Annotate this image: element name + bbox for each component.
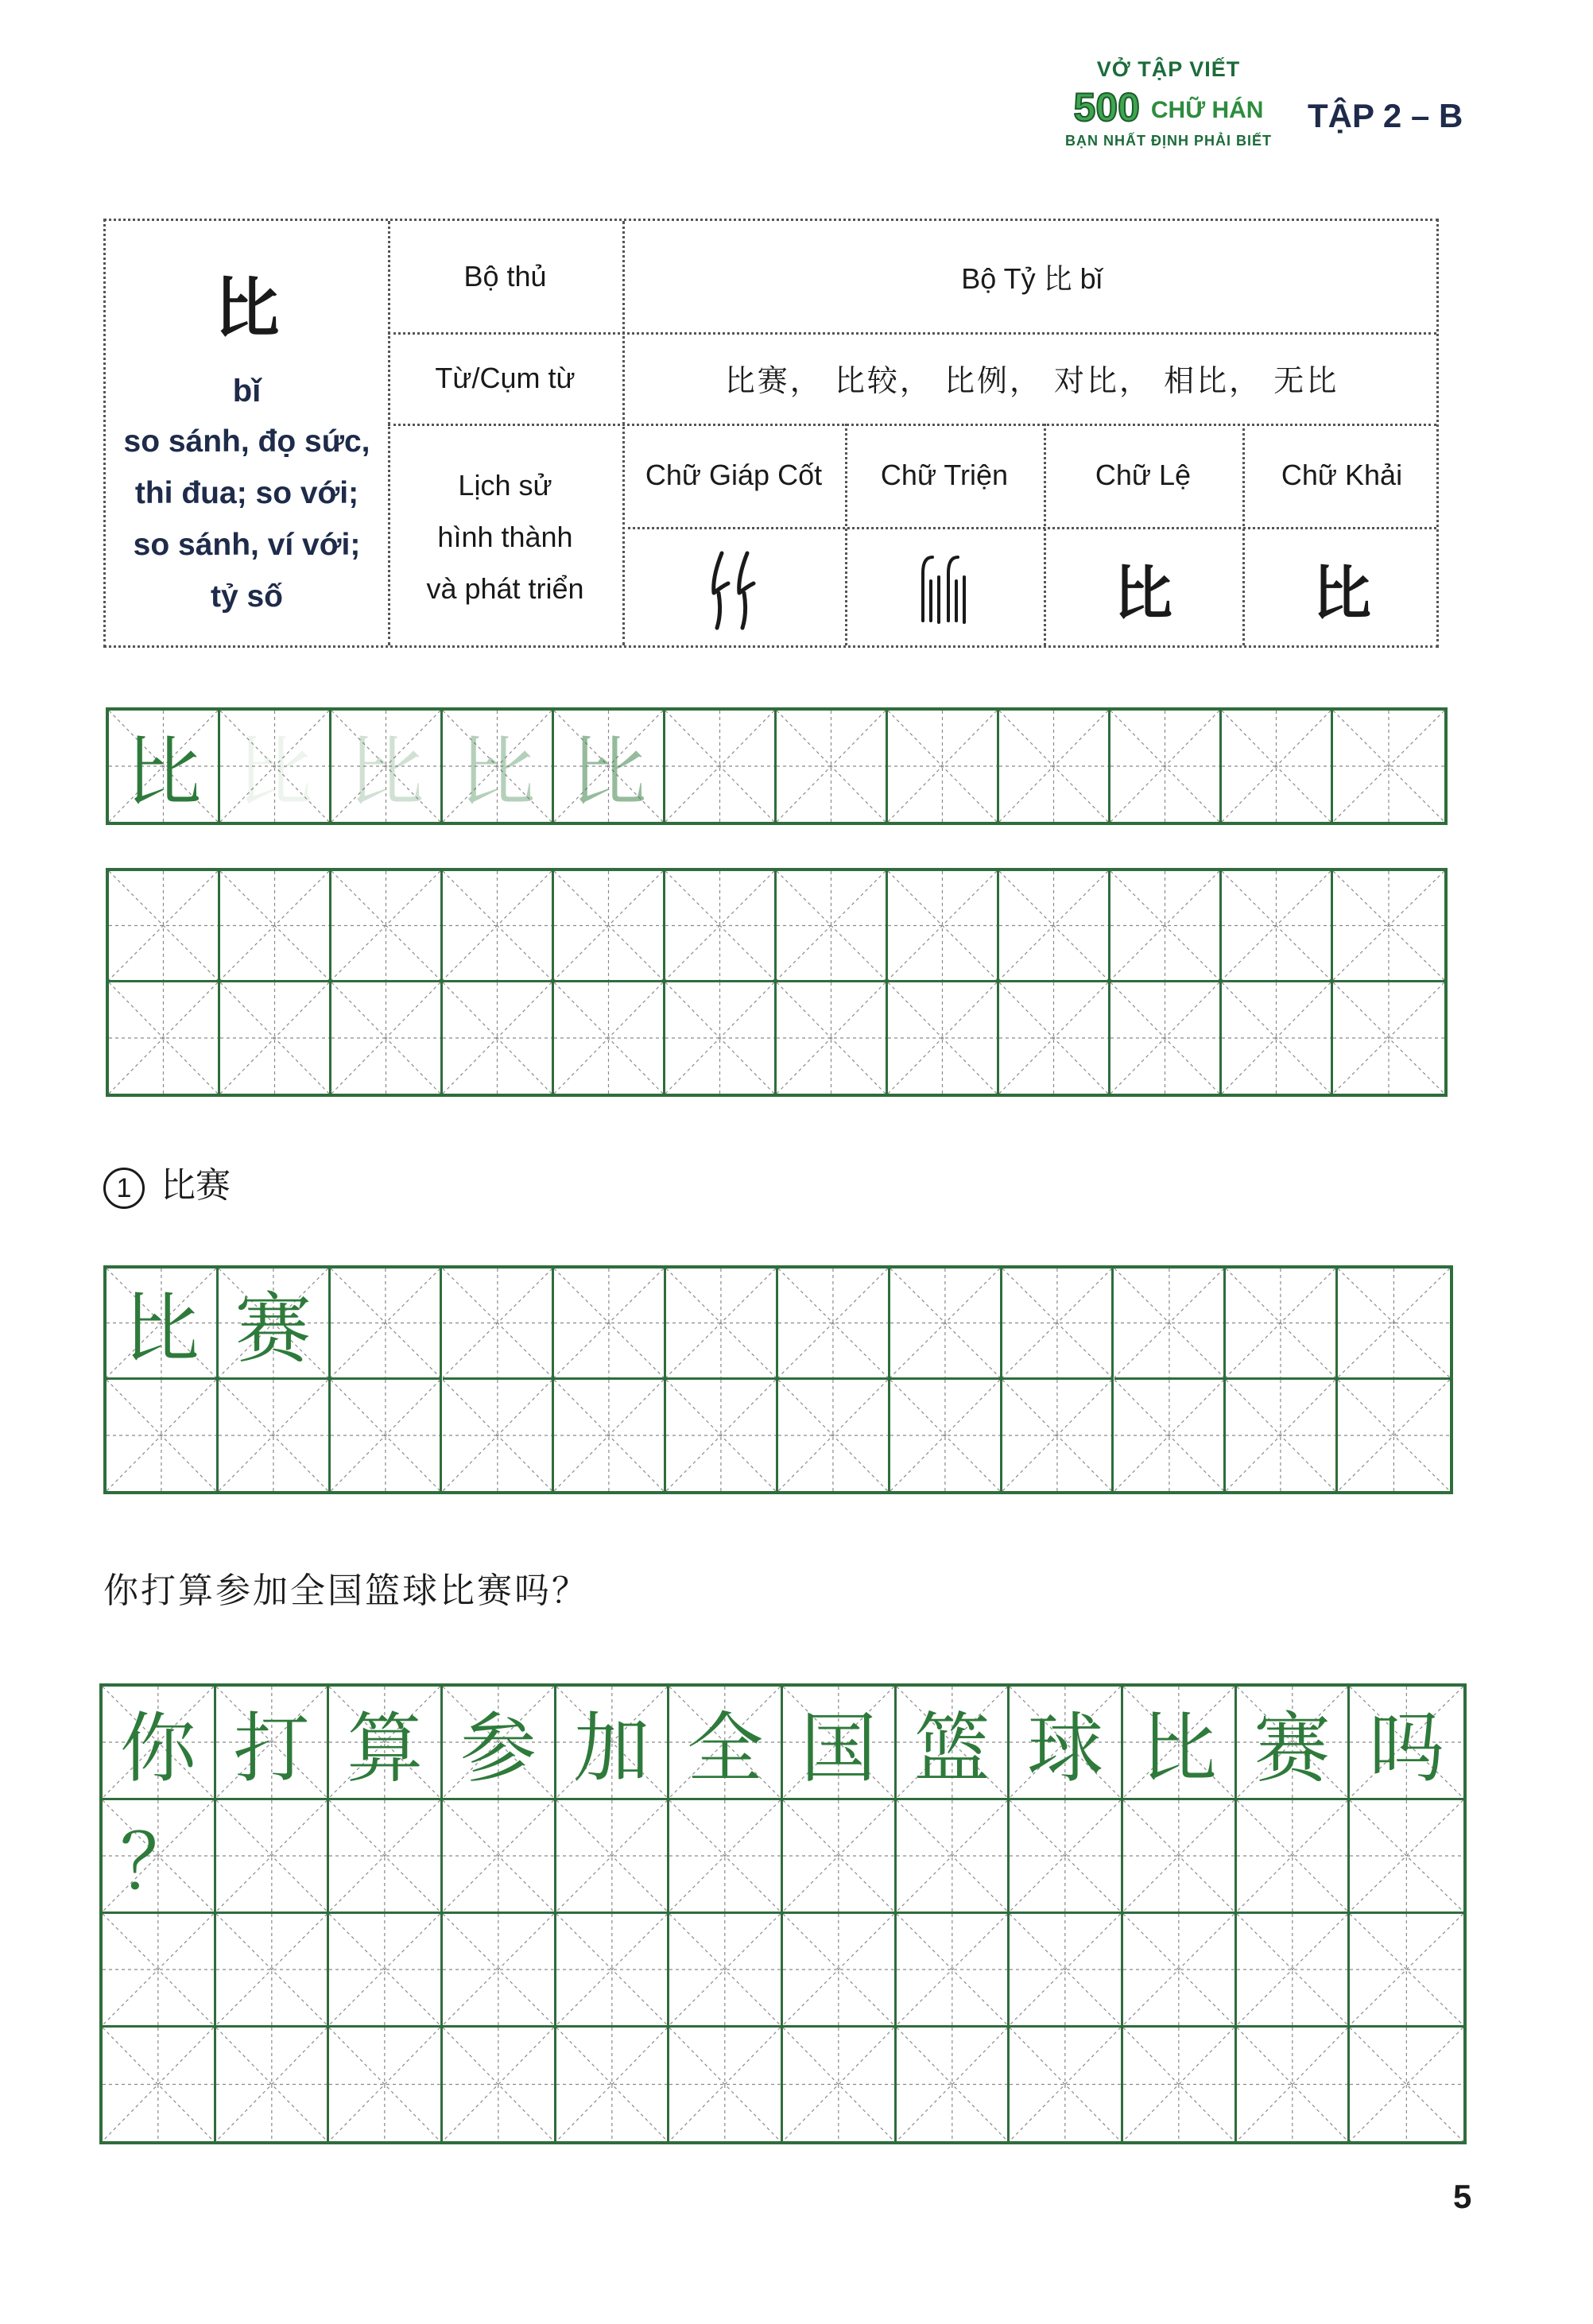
grid-character: 球 xyxy=(1027,1703,1104,1793)
grid-character: 比 xyxy=(570,727,647,817)
grid-cell[interactable] xyxy=(777,871,888,982)
guide-lines xyxy=(1222,982,1331,1094)
guide-lines xyxy=(1222,871,1331,980)
guide-lines xyxy=(669,2028,781,2141)
grid-cell[interactable] xyxy=(897,1914,1010,2028)
grid-cell[interactable] xyxy=(999,871,1110,982)
grid-cell[interactable] xyxy=(665,871,777,982)
grid-character: ？ xyxy=(119,1817,196,1907)
guide-lines xyxy=(1350,1914,1463,2025)
grid-cell[interactable] xyxy=(999,982,1110,1094)
logo-word: CHỮ HÁN xyxy=(1150,96,1264,123)
guide-lines xyxy=(219,1380,328,1491)
guide-lines xyxy=(443,2028,554,2141)
logo-number: 500 xyxy=(1073,85,1140,130)
grid-character: 赛 xyxy=(234,1284,312,1373)
grid-cell[interactable] xyxy=(443,1269,555,1380)
grid-cell[interactable] xyxy=(890,1269,1002,1380)
example-sentence: 你打算参加全国篮球比赛吗？ xyxy=(103,1571,589,1611)
entry-pinyin: bǐ xyxy=(232,374,262,409)
grid-cell[interactable] xyxy=(556,1687,670,1800)
guide-lines xyxy=(329,2028,440,2141)
section-title xyxy=(103,1156,231,1209)
guide-lines xyxy=(103,1914,214,2025)
guide-lines xyxy=(554,871,663,980)
guide-lines xyxy=(331,1380,440,1491)
guide-lines xyxy=(1010,2028,1121,2141)
grid-cell[interactable] xyxy=(443,1800,556,1914)
guide-lines xyxy=(1114,1380,1224,1491)
guide-lines xyxy=(443,1800,554,1911)
seal-script-glyph-icon xyxy=(917,549,972,629)
seal-glyph xyxy=(845,527,1044,650)
guide-lines xyxy=(1226,1380,1335,1491)
grid-cell[interactable] xyxy=(1222,871,1333,982)
grid-cell[interactable] xyxy=(1002,1269,1114,1380)
guide-lines xyxy=(665,871,774,980)
grid-cell[interactable] xyxy=(220,711,331,822)
guide-lines xyxy=(1338,1269,1450,1377)
guide-lines xyxy=(554,982,663,1094)
grid-cell[interactable] xyxy=(216,2028,330,2141)
guide-lines xyxy=(216,1800,328,1911)
history-label-line: hình thành xyxy=(437,521,573,553)
oracle-glyph xyxy=(622,527,845,650)
tracing-grid xyxy=(106,707,1448,825)
guide-lines xyxy=(331,871,440,980)
guide-lines xyxy=(554,1380,664,1491)
guide-lines xyxy=(1333,982,1444,1094)
grid-cell[interactable] xyxy=(897,2028,1010,2141)
logo-top-text: VỞ TẬP VIẾT xyxy=(1096,57,1241,81)
guide-lines xyxy=(1010,1800,1121,1911)
guide-lines xyxy=(443,1269,552,1377)
guide-lines xyxy=(890,1269,1000,1377)
grid-cell[interactable] xyxy=(1338,1380,1450,1491)
guide-lines xyxy=(778,1380,888,1491)
grid-cell[interactable] xyxy=(777,982,888,1094)
grid-character: 比 xyxy=(459,727,536,817)
guide-lines xyxy=(665,982,774,1094)
grid-cell[interactable] xyxy=(890,1380,1002,1491)
guide-lines xyxy=(331,982,440,1094)
grid-cell[interactable] xyxy=(897,1687,1010,1800)
grid-cell[interactable] xyxy=(103,1687,216,1800)
guide-lines xyxy=(331,1269,440,1377)
script-name-oracle: Chữ Giáp Cốt xyxy=(645,459,823,491)
grid-cell[interactable] xyxy=(1110,982,1222,1094)
guide-lines xyxy=(1338,1380,1450,1491)
page-number: 5 xyxy=(1453,2178,1472,2215)
grid-cell[interactable] xyxy=(1010,1800,1123,1914)
grid-cell[interactable] xyxy=(109,871,220,982)
volume-label: TẬP 2 – B xyxy=(1308,97,1463,134)
grid-cell[interactable] xyxy=(331,711,443,822)
guide-lines xyxy=(666,1269,776,1377)
meaning-line: tỷ số xyxy=(210,579,283,614)
meaning-line: thi đua; so với; xyxy=(134,476,359,510)
grid-cell[interactable] xyxy=(443,871,554,982)
logo-bottom-text: BẠN NHẤT ĐỊNH PHẢI BIẾT xyxy=(1065,132,1272,149)
grid-cell[interactable] xyxy=(1237,1800,1351,1914)
grid-character: 比 xyxy=(125,727,202,817)
guide-lines xyxy=(1350,2028,1463,2141)
guide-lines xyxy=(1237,1800,1348,1911)
grid-cell[interactable] xyxy=(443,1380,555,1491)
grid-cell[interactable] xyxy=(669,1687,783,1800)
grid-character: 赛 xyxy=(1254,1703,1331,1793)
grid-cell[interactable] xyxy=(1350,1687,1463,1800)
grid-cell[interactable] xyxy=(220,982,331,1094)
guide-lines xyxy=(1110,711,1219,822)
guide-lines xyxy=(329,1800,440,1911)
guide-lines xyxy=(1226,1269,1335,1377)
guide-lines xyxy=(1350,1800,1463,1911)
grid-cell[interactable] xyxy=(783,1687,897,1800)
word-practice-grid xyxy=(103,1265,1453,1494)
meaning-line: so sánh, đọ sức, xyxy=(123,424,370,459)
guide-lines xyxy=(999,871,1108,980)
section-number: 1 xyxy=(103,1168,145,1209)
guide-lines xyxy=(216,2028,328,2141)
guide-lines xyxy=(777,711,886,822)
grid-cell[interactable] xyxy=(777,711,888,822)
grid-cell[interactable] xyxy=(1123,2028,1237,2141)
guide-lines xyxy=(1333,871,1444,980)
script-name-regular: Chữ Khải xyxy=(1281,459,1403,491)
grid-cell[interactable] xyxy=(1350,2028,1463,2141)
grid-cell[interactable] xyxy=(888,711,999,822)
grid-cell[interactable] xyxy=(554,982,665,1094)
guide-lines xyxy=(665,711,774,822)
guide-lines xyxy=(329,1914,440,2025)
grid-character: 比 xyxy=(122,1284,200,1373)
grid-cell[interactable] xyxy=(669,1914,783,2028)
guide-lines xyxy=(897,1914,1008,2025)
grid-cell[interactable] xyxy=(1333,711,1444,822)
grid-cell[interactable] xyxy=(783,1914,897,2028)
grid-cell[interactable] xyxy=(329,1687,443,1800)
grid-cell[interactable] xyxy=(103,1914,216,2028)
guide-lines xyxy=(888,871,997,980)
grid-cell[interactable] xyxy=(1226,1269,1338,1380)
grid-cell[interactable] xyxy=(109,711,220,822)
guide-lines xyxy=(109,871,218,980)
grid-cell[interactable] xyxy=(665,982,777,1094)
clerical-glyph: 比 xyxy=(1114,559,1172,628)
entry-character: 比 xyxy=(214,270,280,347)
grid-cell[interactable] xyxy=(216,1800,330,1914)
grid-cell[interactable] xyxy=(1350,1800,1463,1914)
grid-cell[interactable] xyxy=(443,2028,556,2141)
guide-lines xyxy=(109,982,218,1094)
guide-lines xyxy=(778,1269,888,1377)
guide-lines xyxy=(554,1269,664,1377)
guide-lines xyxy=(890,1380,1000,1491)
grid-cell[interactable] xyxy=(554,1269,666,1380)
grid-cell[interactable] xyxy=(1333,982,1444,1094)
guide-lines xyxy=(216,1914,328,2025)
guide-lines xyxy=(443,982,552,1094)
oracle-bone-glyph-icon xyxy=(698,545,769,633)
grid-cell[interactable] xyxy=(669,2028,783,2141)
grid-cell[interactable] xyxy=(443,1687,556,1800)
guide-lines xyxy=(1002,1269,1112,1377)
entry-summary xyxy=(106,221,388,650)
guide-lines xyxy=(1123,1914,1234,2025)
grid-cell[interactable] xyxy=(666,1269,778,1380)
grid-character: 比 xyxy=(347,727,424,817)
grid-cell[interactable] xyxy=(107,1269,219,1380)
grid-cell[interactable] xyxy=(1110,711,1222,822)
grid-cell[interactable] xyxy=(331,1380,443,1491)
grid-character: 算 xyxy=(347,1703,424,1793)
grid-cell[interactable] xyxy=(331,871,443,982)
guide-lines xyxy=(556,2028,668,2141)
grid-cell[interactable] xyxy=(783,2028,897,2141)
grid-cell[interactable] xyxy=(1114,1269,1227,1380)
grid-cell[interactable] xyxy=(1123,1800,1237,1914)
grid-cell[interactable] xyxy=(666,1380,778,1491)
guide-lines xyxy=(220,871,329,980)
grid-character: 比 xyxy=(1140,1703,1217,1793)
grid-cell[interactable] xyxy=(999,711,1110,822)
grid-cell[interactable] xyxy=(778,1269,890,1380)
grid-cell[interactable] xyxy=(1222,982,1333,1094)
grid-cell[interactable] xyxy=(329,2028,443,2141)
grid-cell[interactable] xyxy=(1237,1914,1351,2028)
guide-lines xyxy=(669,1914,781,2025)
grid-cell[interactable] xyxy=(554,1380,666,1491)
guide-lines xyxy=(556,1800,668,1911)
history-label-line: Lịch sử xyxy=(458,469,552,502)
sentence-practice-grid xyxy=(99,1683,1467,2144)
grid-cell[interactable] xyxy=(1110,871,1222,982)
guide-lines xyxy=(669,1800,781,1911)
guide-lines xyxy=(783,1914,894,2025)
grid-cell[interactable] xyxy=(103,2028,216,2141)
grid-character: 加 xyxy=(573,1703,650,1793)
grid-cell[interactable] xyxy=(216,1914,330,2028)
grid-cell[interactable] xyxy=(329,1800,443,1914)
grid-cell[interactable] xyxy=(1114,1380,1227,1491)
regular-glyph: 比 xyxy=(1312,559,1371,628)
guide-lines xyxy=(999,711,1108,822)
grid-cell[interactable] xyxy=(1010,1914,1123,2028)
grid-cell[interactable] xyxy=(665,711,777,822)
grid-character: 你 xyxy=(119,1703,196,1793)
history-label-line: và phát triển xyxy=(426,572,584,605)
grid-character: 篮 xyxy=(913,1703,990,1793)
guide-lines xyxy=(888,982,997,1094)
grid-cell[interactable] xyxy=(783,1800,897,1914)
guide-lines xyxy=(220,982,329,1094)
guide-lines xyxy=(888,711,997,822)
grid-cell[interactable] xyxy=(443,711,554,822)
grid-cell[interactable] xyxy=(1010,2028,1123,2141)
grid-cell[interactable] xyxy=(778,1380,890,1491)
grid-cell[interactable] xyxy=(1010,1687,1123,1800)
guide-lines xyxy=(1002,1380,1112,1491)
guide-lines xyxy=(1110,982,1219,1094)
guide-lines xyxy=(777,871,886,980)
grid-cell[interactable] xyxy=(888,871,999,982)
guide-lines xyxy=(443,1380,552,1491)
words-value: 比赛， 比较， 比例， 对比， 相比， 无比 xyxy=(724,363,1339,398)
grid-cell[interactable] xyxy=(669,1800,783,1914)
guide-lines xyxy=(897,1800,1008,1911)
guide-lines xyxy=(999,982,1108,1094)
grid-cell[interactable] xyxy=(1123,1687,1237,1800)
guide-lines xyxy=(1222,711,1331,822)
section-word: 比赛 xyxy=(161,1165,231,1206)
grid-character: 全 xyxy=(687,1703,764,1793)
grid-character: 参 xyxy=(459,1703,537,1793)
grid-cell[interactable] xyxy=(443,1914,556,2028)
meaning-line: so sánh, ví với; xyxy=(133,528,361,562)
grid-cell[interactable] xyxy=(103,1800,216,1914)
book-logo xyxy=(1049,57,1288,168)
grid-cell[interactable] xyxy=(329,1914,443,2028)
radical-label: Bộ thủ xyxy=(463,260,547,292)
guide-lines xyxy=(1237,2028,1348,2141)
grid-cell[interactable] xyxy=(1226,1380,1338,1491)
grid-cell[interactable] xyxy=(556,1800,670,1914)
history-label xyxy=(388,424,622,650)
guide-lines xyxy=(1123,1800,1234,1911)
guide-lines xyxy=(1237,1914,1348,2025)
grid-cell[interactable] xyxy=(216,1687,330,1800)
grid-cell[interactable] xyxy=(219,1380,331,1491)
grid-cell[interactable] xyxy=(107,1380,219,1491)
grid-cell[interactable] xyxy=(1350,1914,1463,2028)
grid-cell[interactable] xyxy=(1237,1687,1351,1800)
grid-cell[interactable] xyxy=(109,982,220,1094)
guide-lines xyxy=(777,982,886,1094)
grid-cell[interactable] xyxy=(331,1269,443,1380)
grid-character: 打 xyxy=(233,1703,310,1793)
character-info-table xyxy=(103,219,1439,648)
guide-lines xyxy=(1010,1914,1121,2025)
logo-main xyxy=(1049,85,1288,133)
grid-cell[interactable] xyxy=(554,711,665,822)
guide-lines xyxy=(1123,2028,1234,2141)
guide-lines xyxy=(783,2028,894,2141)
guide-lines xyxy=(1333,711,1444,822)
entry-meaning xyxy=(124,416,370,622)
guide-lines xyxy=(1114,1269,1224,1377)
grid-cell[interactable] xyxy=(443,982,554,1094)
grid-cell[interactable] xyxy=(1222,711,1333,822)
script-name-clerical: Chữ Lệ xyxy=(1095,459,1192,491)
guide-lines xyxy=(556,1914,668,2025)
guide-lines xyxy=(107,1380,216,1491)
grid-cell[interactable] xyxy=(554,871,665,982)
guide-lines xyxy=(666,1380,776,1491)
grid-cell[interactable] xyxy=(897,1800,1010,1914)
words-label: Từ/Cụm từ xyxy=(435,361,576,394)
grid-cell[interactable] xyxy=(556,2028,670,2141)
grid-cell[interactable] xyxy=(1123,1914,1237,2028)
radical-value: Bộ Tỷ 比 bǐ xyxy=(961,261,1103,295)
practice-grid xyxy=(106,868,1448,1097)
grid-cell[interactable] xyxy=(1338,1269,1450,1380)
grid-cell[interactable] xyxy=(219,1269,331,1380)
grid-cell[interactable] xyxy=(1333,871,1444,982)
guide-lines xyxy=(783,1800,894,1911)
grid-character: 比 xyxy=(236,727,313,817)
grid-cell[interactable] xyxy=(1002,1380,1114,1491)
grid-cell[interactable] xyxy=(331,982,443,1094)
guide-lines xyxy=(443,1914,554,2025)
grid-cell[interactable] xyxy=(1237,2028,1351,2141)
guide-lines xyxy=(897,2028,1008,2141)
grid-cell[interactable] xyxy=(888,982,999,1094)
guide-lines xyxy=(443,871,552,980)
guide-lines xyxy=(1110,871,1219,980)
grid-character: 吗 xyxy=(1368,1703,1445,1793)
grid-cell[interactable] xyxy=(220,871,331,982)
script-name-seal: Chữ Triện xyxy=(880,459,1009,491)
grid-cell[interactable] xyxy=(556,1914,670,2028)
grid-character: 国 xyxy=(800,1703,877,1793)
guide-lines xyxy=(103,2028,214,2141)
